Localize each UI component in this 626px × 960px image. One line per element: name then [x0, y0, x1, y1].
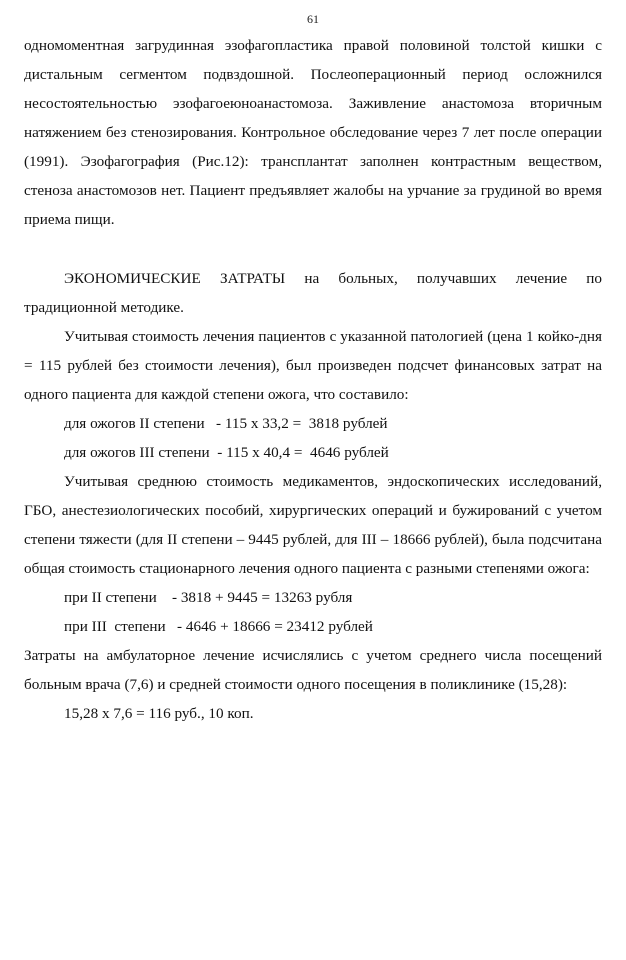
total-degree-2-formula: при II степени - 3818 + 9445 = 13263 рубля	[64, 589, 353, 606]
burn-degree-2-cost-formula: для ожогов II степени - 115 х 33,2 = 3818 рублей	[64, 415, 388, 432]
economic-costs-heading-paragraph: ЭКОНОМИЧЕСКИЕ ЗАТРАТЫ на больных, получавших лечение по традиционной методике.	[24, 270, 602, 316]
total-degree-3-formula: при III степени - 4646 + 18666 = 23412 рублей	[64, 618, 373, 635]
bed-day-cost-paragraph: Учитывая стоимость лечения пациентов с указанной патологией (цена 1 койко-дня = 115 рублей без стоимости лечения), был произведен подсчет финансовых затрат на одного пациента для каждой степени ожога, что составило:	[24, 328, 602, 403]
paragraph-gap	[24, 234, 602, 264]
page-body	[24, 31, 602, 728]
burn-degree-3-cost-formula: для ожогов III степени - 115 х 40,4 = 4646 рублей	[64, 444, 389, 461]
treatment-cost-paragraph: Учитывая среднюю стоимость медикаментов, эндоскопических исследований, ГБО, анестезиологических пособий, хирургических операций и бужирований с учетом степени тяжести (для II степени – 9445 рублей, для III – 18666 рублей), была подсчитана общая стоимость стационарного лечения одного пациента с разными степенями ожога:	[24, 473, 602, 577]
page-number: 61	[307, 12, 319, 26]
case-description-paragraph: одномоментная загрудинная эзофагопластика правой половиной толстой кишки с дистальным сегментом подвздошной. Послеоперационный период осложнился несостоятельностью эзофагоеюноанастомоза. Заживление анастомоза вторичным натяжением без стенозирования. Контрольное обследование через 7 лет после операции (1991). Эзофагография (Рис.12): трансплантат заполнен контрастным веществом, стеноза анастомозов нет. Пациент предъявляет жалобы на урчание за грудиной во время приема пищи.	[24, 37, 602, 228]
outpatient-cost-formula: 15,28 х 7,6 = 116 руб., 10 коп.	[64, 705, 254, 722]
outpatient-cost-paragraph: Затраты на амбулаторное лечение исчислялись с учетом среднего числа посещений больным врача (7,6) и средней стоимости одного посещения в поликлинике (15,28):	[24, 647, 602, 693]
